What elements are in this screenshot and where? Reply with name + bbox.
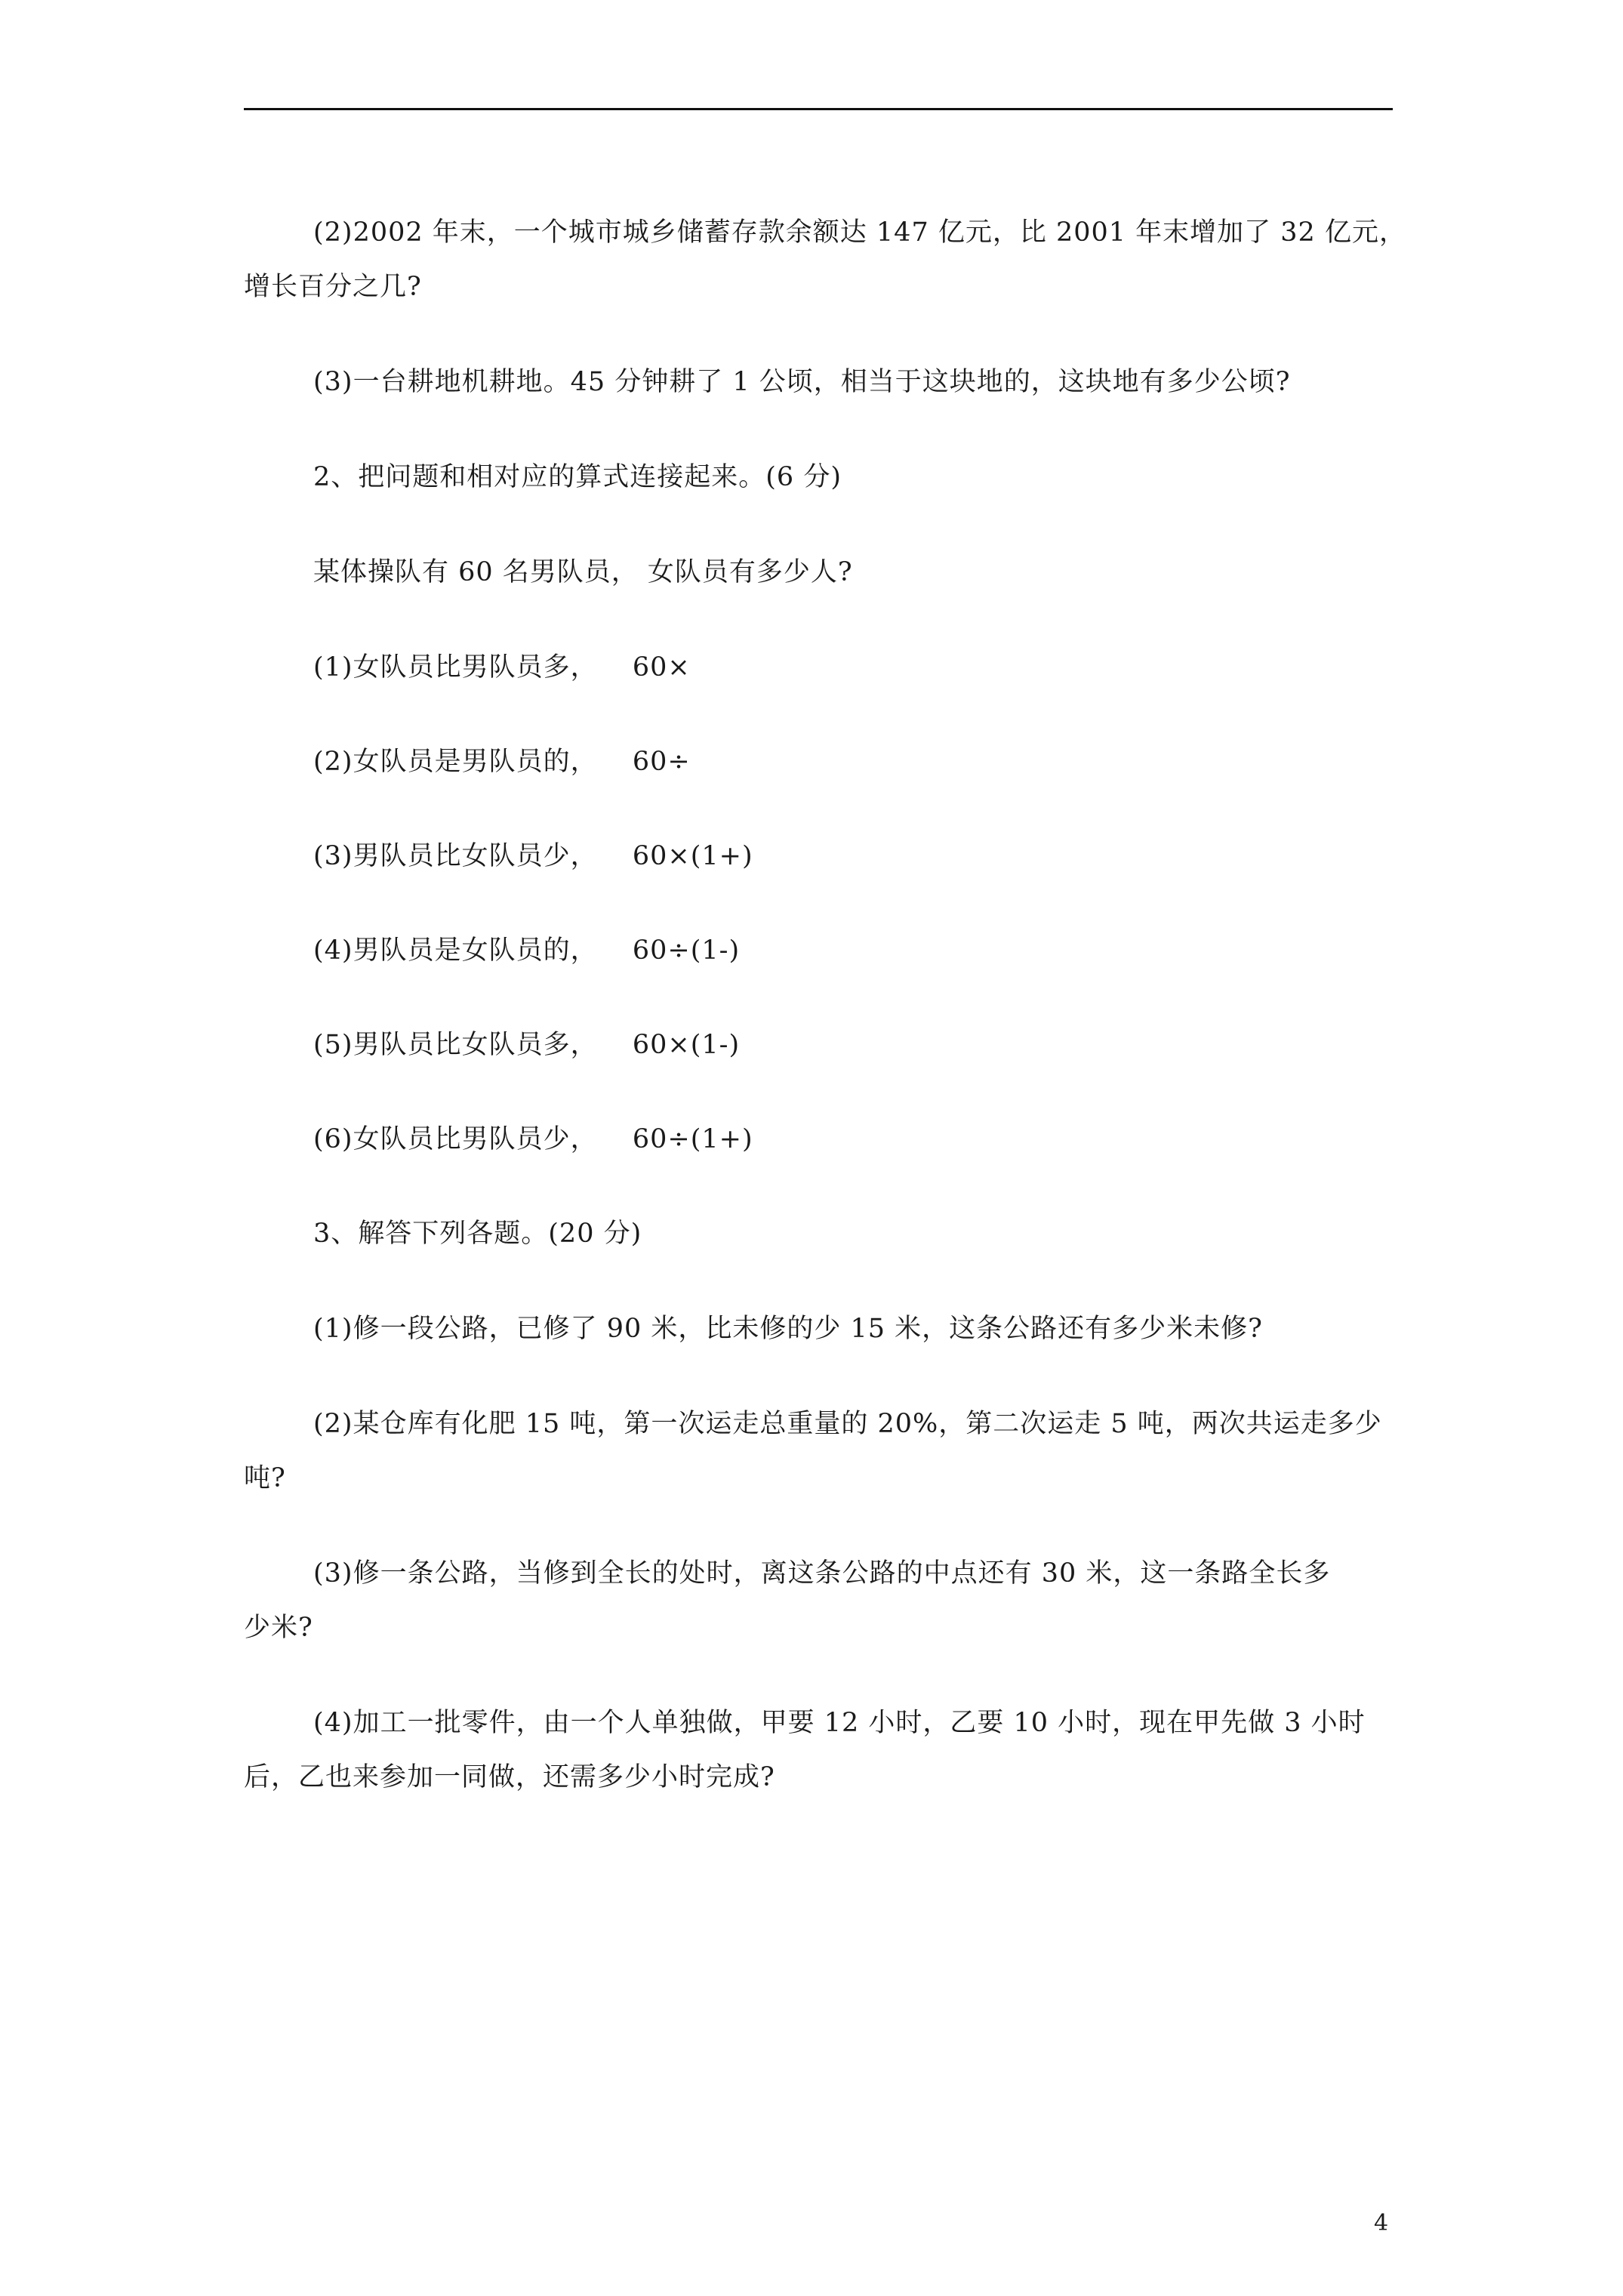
- match-question: (6)女队员比男队员少，: [313, 1124, 598, 1154]
- header-rule: [244, 108, 1393, 110]
- question-4-line-2: 后，乙也来参加一同做，还需多少小时完成?: [244, 1762, 775, 1792]
- section-2-heading: 2、把问题和相对应的算式连接起来。(6 分): [313, 462, 842, 492]
- match-item: [313, 1027, 740, 1063]
- question-2-line-1: (2)某仓库有化肥 15 吨，第一次运走总重量的 20%，第二次运走 5 吨，两次共运走多少: [313, 1409, 1382, 1439]
- question-4-line-1: (4)加工一批零件，由一个人单独做，甲要 12 小时，乙要 10 小时，现在甲先做 3 小时: [313, 1708, 1366, 1738]
- match-formula: 60÷(1-): [632, 935, 741, 966]
- match-item: [313, 1121, 753, 1157]
- section-3-heading: 3、解答下列各题。(20 分): [313, 1219, 642, 1249]
- section-2-intro: 某体操队有 60 名男队员， 女队员有多少人?: [313, 557, 853, 587]
- match-question: (2)女队员是男队员的，: [313, 747, 598, 777]
- match-item: [313, 932, 740, 969]
- question-3-line-2: 少米?: [244, 1613, 313, 1643]
- match-question: (5)男队员比女队员多，: [313, 1030, 598, 1060]
- match-question: (3)男队员比女队员少，: [313, 841, 598, 871]
- match-formula: 60×(1-): [632, 1030, 741, 1060]
- match-question: (1)女队员比男队员多，: [313, 652, 598, 683]
- match-formula: 60×(1+): [632, 841, 753, 871]
- match-formula: 60×: [632, 652, 691, 683]
- question-3-line-1: (3)修一条公路，当修到全长的处时，离这条公路的中点还有 30 米，这一条路全长多: [313, 1558, 1331, 1589]
- question-2-line-2: 吨?: [244, 1463, 286, 1493]
- problem-2-line-1: (2)2002 年末，一个城市城乡储蓄存款余额达 147 亿元，比 2001 年末增加了 32 亿元，: [313, 217, 1406, 248]
- match-item: [313, 744, 691, 780]
- page-number: 4: [1374, 2210, 1389, 2236]
- match-item: [313, 838, 753, 874]
- problem-3: (3)一台耕地机耕地。45 分钟耕了 1 公顷，相当于这块地的，这块地有多少公顷?: [313, 367, 1291, 397]
- match-item: [313, 649, 691, 686]
- match-formula: 60÷(1+): [632, 1124, 753, 1154]
- problem-2-line-2: 增长百分之几?: [244, 272, 422, 302]
- match-question: (4)男队员是女队员的，: [313, 935, 598, 966]
- match-formula: 60÷: [632, 747, 691, 777]
- question-1: (1)修一段公路，已修了 90 米，比未修的少 15 米，这条公路还有多少米未修?: [313, 1314, 1263, 1344]
